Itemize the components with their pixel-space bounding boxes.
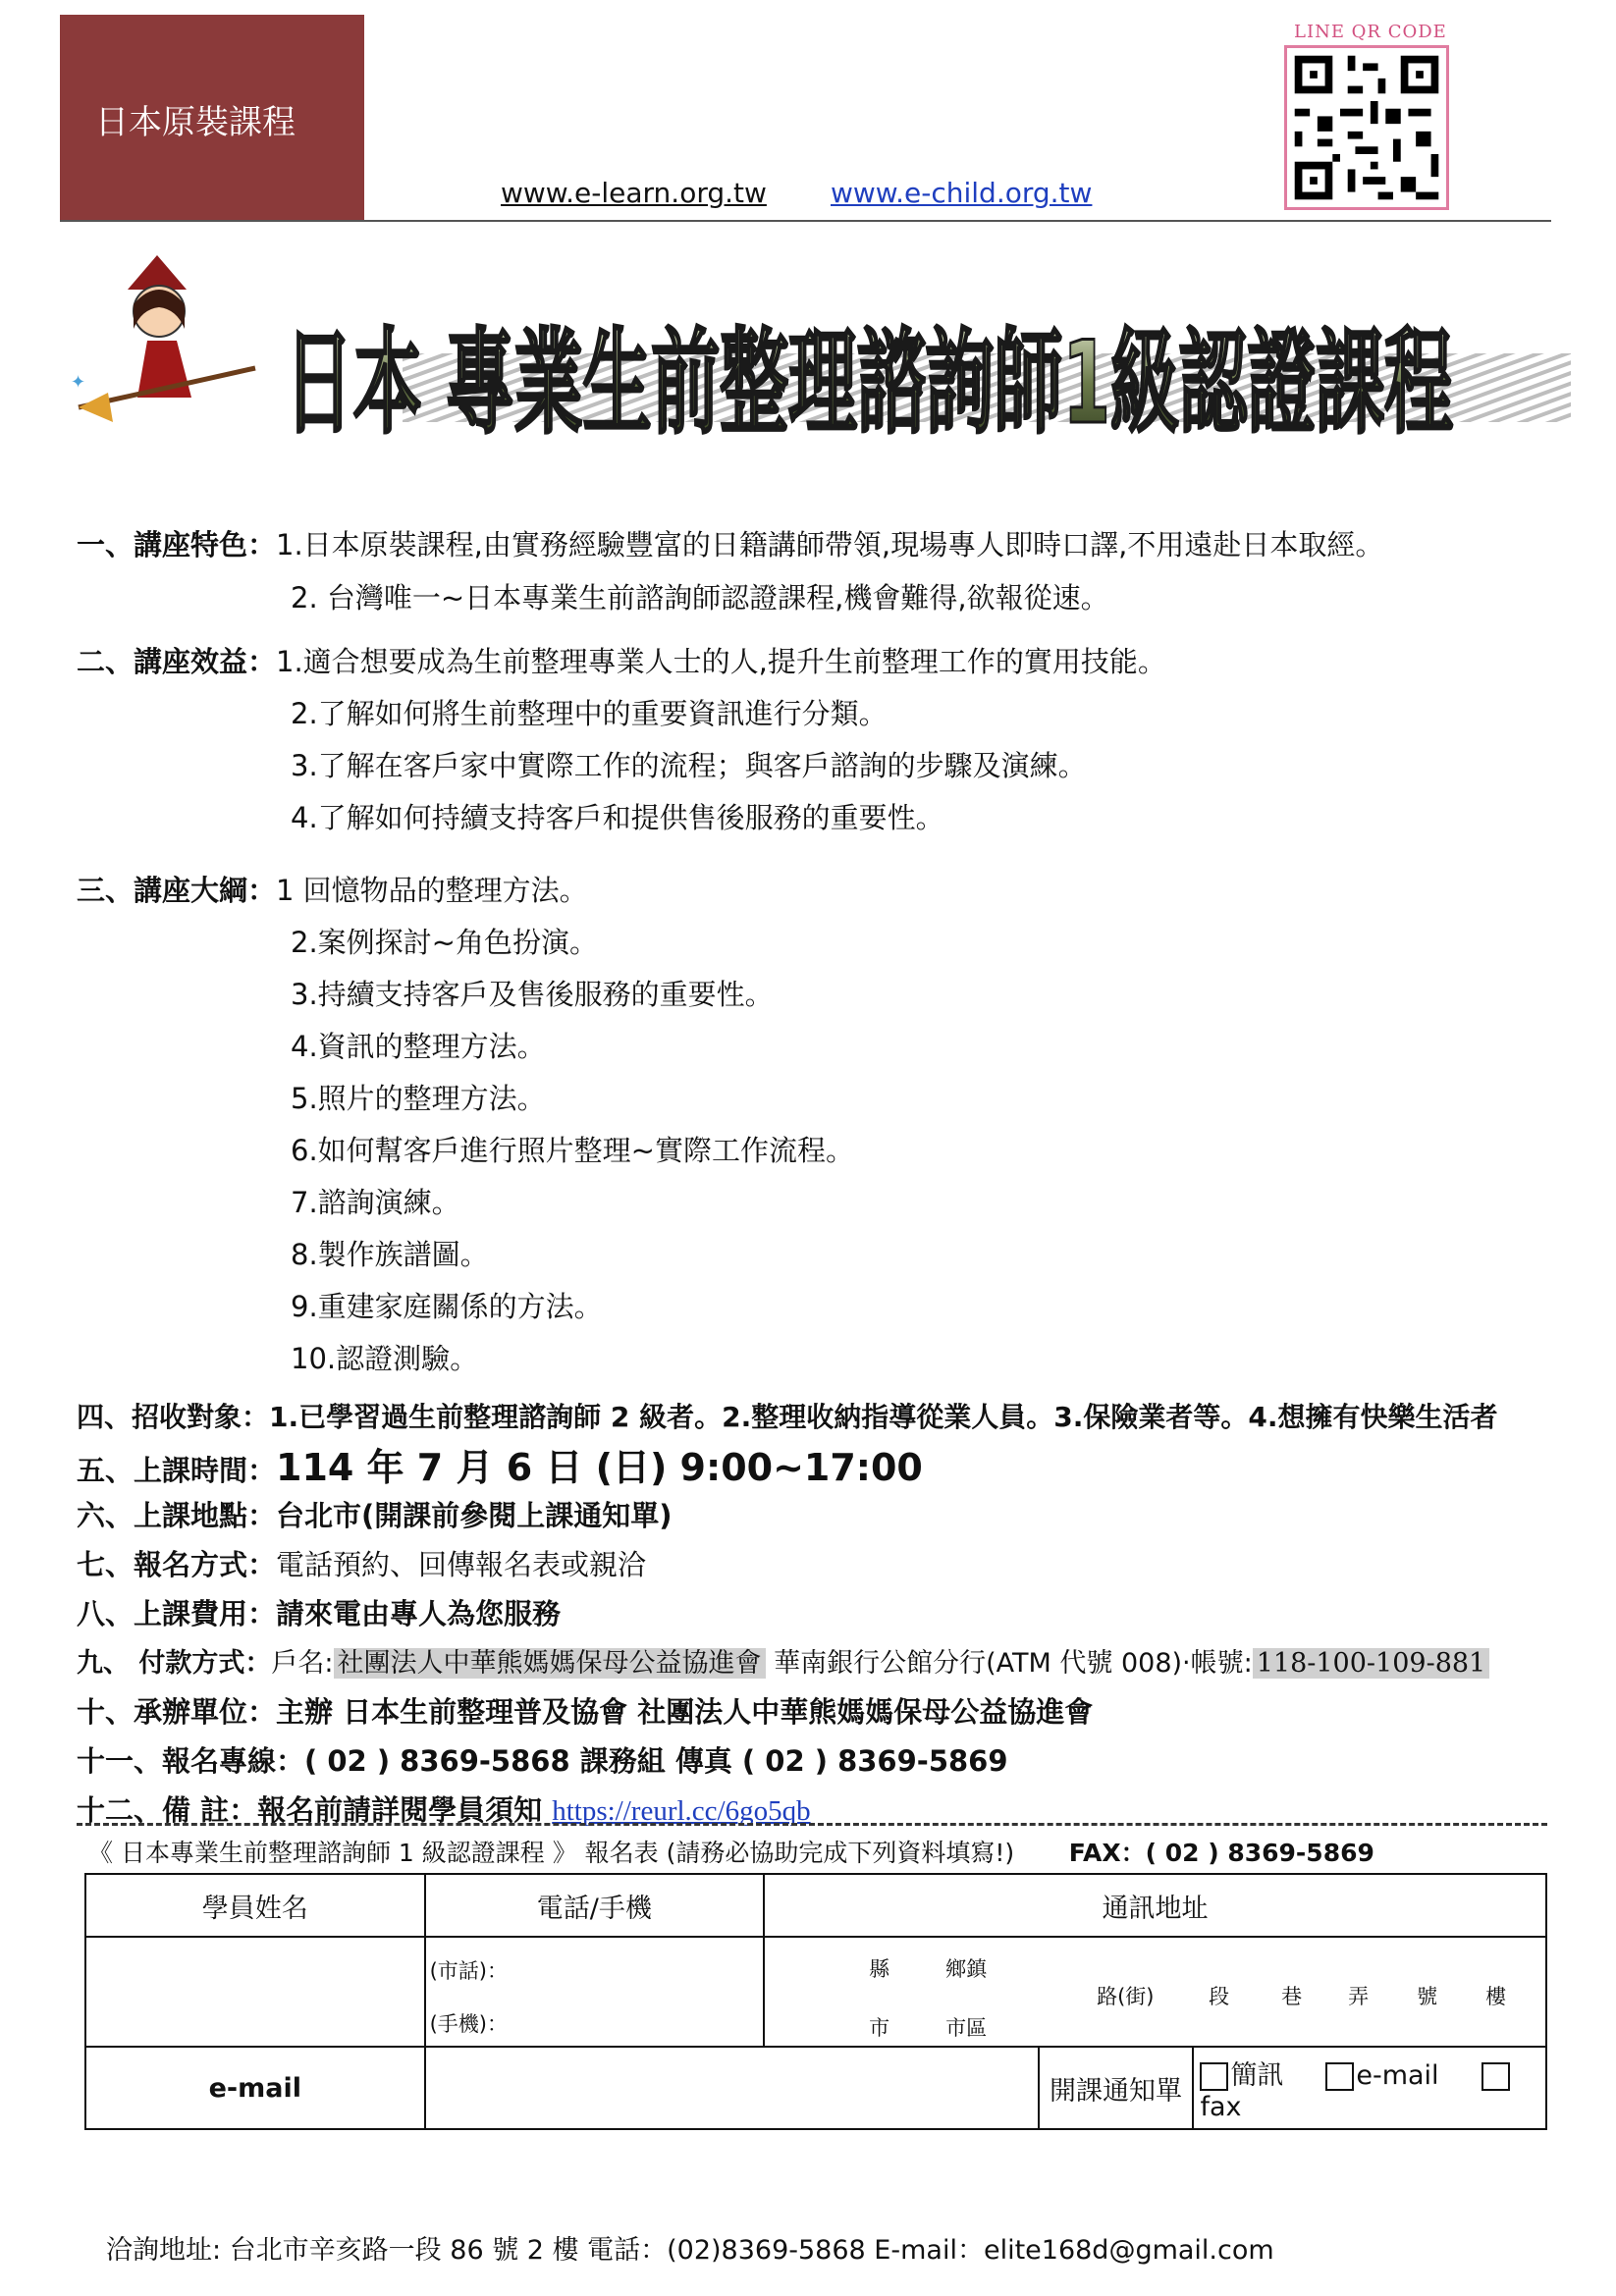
list-item: 2.案例探討~角色扮演。 bbox=[291, 926, 598, 959]
list-item: 9.重建家庭關係的方法。 bbox=[291, 1290, 603, 1323]
section-organizer bbox=[77, 1690, 1093, 1731]
audience-text: 1.已學習過生前整理諮詢師 2 級者。2.整理收納指導從業人員。3.保險業者等。4.想擁有快樂生活者 bbox=[269, 1401, 1498, 1433]
section-time bbox=[77, 1437, 923, 1491]
account-number: 118-100-109-881 bbox=[1253, 1648, 1490, 1679]
section-label: 八、上課費用： bbox=[77, 1597, 277, 1630]
list-item: 1.適合想要成為生前整理專業人士的人,提升生前整理工作的實用技能。 bbox=[276, 645, 1166, 678]
col-name-header: 學員姓名 bbox=[85, 1874, 425, 1937]
list-item: 2.了解如何將生前整理中的重要資訊進行分類。 bbox=[291, 697, 888, 730]
class-time: 114 年 7 月 6 日 (日) 9:00~17:00 bbox=[276, 1446, 923, 1489]
section-features bbox=[77, 523, 1383, 563]
email-label: e-mail bbox=[85, 2047, 425, 2129]
list-item: 3.持續支持客戶及售後服務的重要性。 bbox=[291, 978, 774, 1011]
road-label: 路(街) bbox=[1097, 1985, 1155, 2008]
list-item: 5.照片的整理方法。 bbox=[291, 1082, 546, 1115]
number-label: 號 bbox=[1417, 1985, 1438, 2008]
location-text: 台北市(開課前參閱上課通知單) bbox=[276, 1499, 673, 1532]
email-field[interactable] bbox=[425, 2047, 1039, 2129]
registration-form-table bbox=[84, 1873, 1547, 2130]
section-audience bbox=[77, 1396, 1497, 1435]
section-unit-label: 段 bbox=[1209, 1985, 1230, 2008]
fee-text: 請來電由專人為您服務 bbox=[276, 1597, 562, 1630]
hotline-text: ( 02 ) 8369-5868 課務組 傳真 ( 02 ) 8369-5869 bbox=[304, 1744, 1008, 1778]
fax-option-label: fax bbox=[1200, 2092, 1242, 2122]
city-label: 市 bbox=[869, 2016, 890, 2040]
url-e-child[interactable]: www.e-child.org.tw bbox=[831, 177, 1093, 209]
lane-label: 巷 bbox=[1281, 1985, 1303, 2008]
notice-options bbox=[1193, 2047, 1546, 2129]
section-outline bbox=[77, 869, 588, 909]
list-item: 1 回憶物品的整理方法。 bbox=[276, 874, 588, 907]
signup-text: 電話預約、回傳報名表或親洽 bbox=[276, 1548, 647, 1581]
county-label: 縣 bbox=[869, 1957, 890, 1981]
witch-mascot-icon bbox=[69, 250, 265, 447]
section-label: 七、報名方式： bbox=[77, 1548, 277, 1581]
header-badge-text: 日本原裝課程 bbox=[95, 103, 296, 142]
landline-label: (市話)： bbox=[429, 1959, 508, 1983]
section-fee bbox=[77, 1592, 561, 1632]
form-title bbox=[88, 1834, 1374, 1869]
mobile-label: (手機)： bbox=[429, 2012, 508, 2036]
form-fax: FAX：( 02 ) 8369-5869 bbox=[1068, 1839, 1374, 1867]
section-label: 三、講座大綱： bbox=[77, 874, 277, 907]
course-title-text: 日本 專業生前整理諮詢師1級認證課程 bbox=[285, 317, 1453, 450]
cut-line-divider bbox=[77, 1823, 1547, 1826]
section-signup bbox=[77, 1543, 646, 1583]
list-item: 2. 台灣唯一~日本專業生前諮詢師認證課程,機會難得,欲報從速。 bbox=[291, 581, 1109, 614]
course-title-banner bbox=[285, 275, 1581, 471]
section-label: 一、講座特色： bbox=[77, 528, 277, 561]
list-item: 1.日本原裝課程,由實務經驗豐富的日籍講師帶領,現場專人即時口譯,不用遠赴日本取經。 bbox=[276, 528, 1384, 561]
col-phone-header: 電話/手機 bbox=[425, 1874, 765, 1937]
col-address-header: 通訊地址 bbox=[764, 1874, 1546, 1937]
address-field[interactable] bbox=[764, 1937, 1546, 2047]
header-divider bbox=[60, 220, 1551, 222]
section-location bbox=[77, 1494, 673, 1534]
account-prefix: 戶名: bbox=[271, 1648, 334, 1679]
notice-label: 開課通知單 bbox=[1039, 2047, 1194, 2129]
header-badge bbox=[60, 15, 364, 221]
list-item: 10.認證測驗。 bbox=[291, 1342, 479, 1375]
section-label: 二、講座效益： bbox=[77, 645, 277, 678]
list-item: 4.了解如何持續支持客戶和提供售後服務的重要性。 bbox=[291, 801, 944, 834]
account-name: 社團法人中華熊媽媽保母公益協進會 bbox=[334, 1648, 766, 1679]
email-checkbox[interactable] bbox=[1325, 2062, 1354, 2091]
section-label: 四、招收對象： bbox=[77, 1401, 270, 1433]
url-e-learn[interactable]: www.e-learn.org.tw bbox=[501, 177, 767, 209]
section-label: 五、上課時間： bbox=[77, 1454, 277, 1487]
list-item: 4.資訊的整理方法。 bbox=[291, 1030, 546, 1063]
section-label: 六、上課地點： bbox=[77, 1499, 277, 1532]
email-option-label: e-mail bbox=[1356, 2060, 1439, 2091]
list-item: 3.了解在客戶家中實際工作的流程；與客戶諮詢的步驟及演練。 bbox=[291, 749, 1087, 782]
line-qr-code-icon bbox=[1284, 45, 1449, 210]
sms-option-label: 簡訊 bbox=[1230, 2060, 1284, 2091]
list-item: 8.製作族譜圖。 bbox=[291, 1238, 489, 1271]
section-label: 十一、報名專線： bbox=[77, 1744, 305, 1778]
section-payment bbox=[77, 1641, 1489, 1680]
phone-field[interactable] bbox=[425, 1937, 765, 2047]
notes-text: 報名前請詳閱學員須知 bbox=[257, 1793, 553, 1827]
qr-label: LINE QR CODE bbox=[1294, 22, 1447, 42]
section-benefits bbox=[77, 640, 1166, 680]
alley-label: 弄 bbox=[1348, 1985, 1370, 2008]
list-item: 7.諮詢演練。 bbox=[291, 1186, 460, 1219]
form-title-text: 《 日本專業生前整理諮詢師 1 級認證課程 》 報名表 (請務必協助完成下列資料填寫!) bbox=[88, 1839, 1015, 1867]
section-hotline bbox=[77, 1739, 1008, 1780]
section-label: 九、 付款方式： bbox=[77, 1648, 272, 1679]
notes-link[interactable]: https://reurl.cc/6go5qb bbox=[552, 1795, 811, 1827]
footer-contact: 洽詢地址: 台北市辛亥路一段 86 號 2 樓 電話：(02)8369-5868 E-mail：elite168d@gmail.com bbox=[106, 2235, 1274, 2266]
fax-checkbox[interactable] bbox=[1481, 2062, 1510, 2091]
sms-checkbox[interactable] bbox=[1200, 2062, 1228, 2091]
name-field[interactable] bbox=[85, 1937, 425, 2047]
bank-text: 華南銀行公館分行(ATM 代號 008)‧帳號: bbox=[765, 1648, 1253, 1679]
section-label: 十二、備 註： bbox=[77, 1793, 258, 1827]
list-item: 6.如何幫客戶進行照片整理~實際工作流程。 bbox=[291, 1134, 854, 1167]
organizer-text: 主辦 日本生前整理普及協會 社團法人中華熊媽媽保母公益協進會 bbox=[276, 1695, 1094, 1729]
section-label: 十、承辦單位： bbox=[77, 1695, 277, 1729]
district-label: 市區 bbox=[945, 2016, 988, 2040]
floor-label: 樓 bbox=[1485, 1985, 1507, 2008]
svg-text:✦: ✦ bbox=[71, 372, 86, 393]
township-label: 鄉鎮 bbox=[945, 1957, 988, 1981]
